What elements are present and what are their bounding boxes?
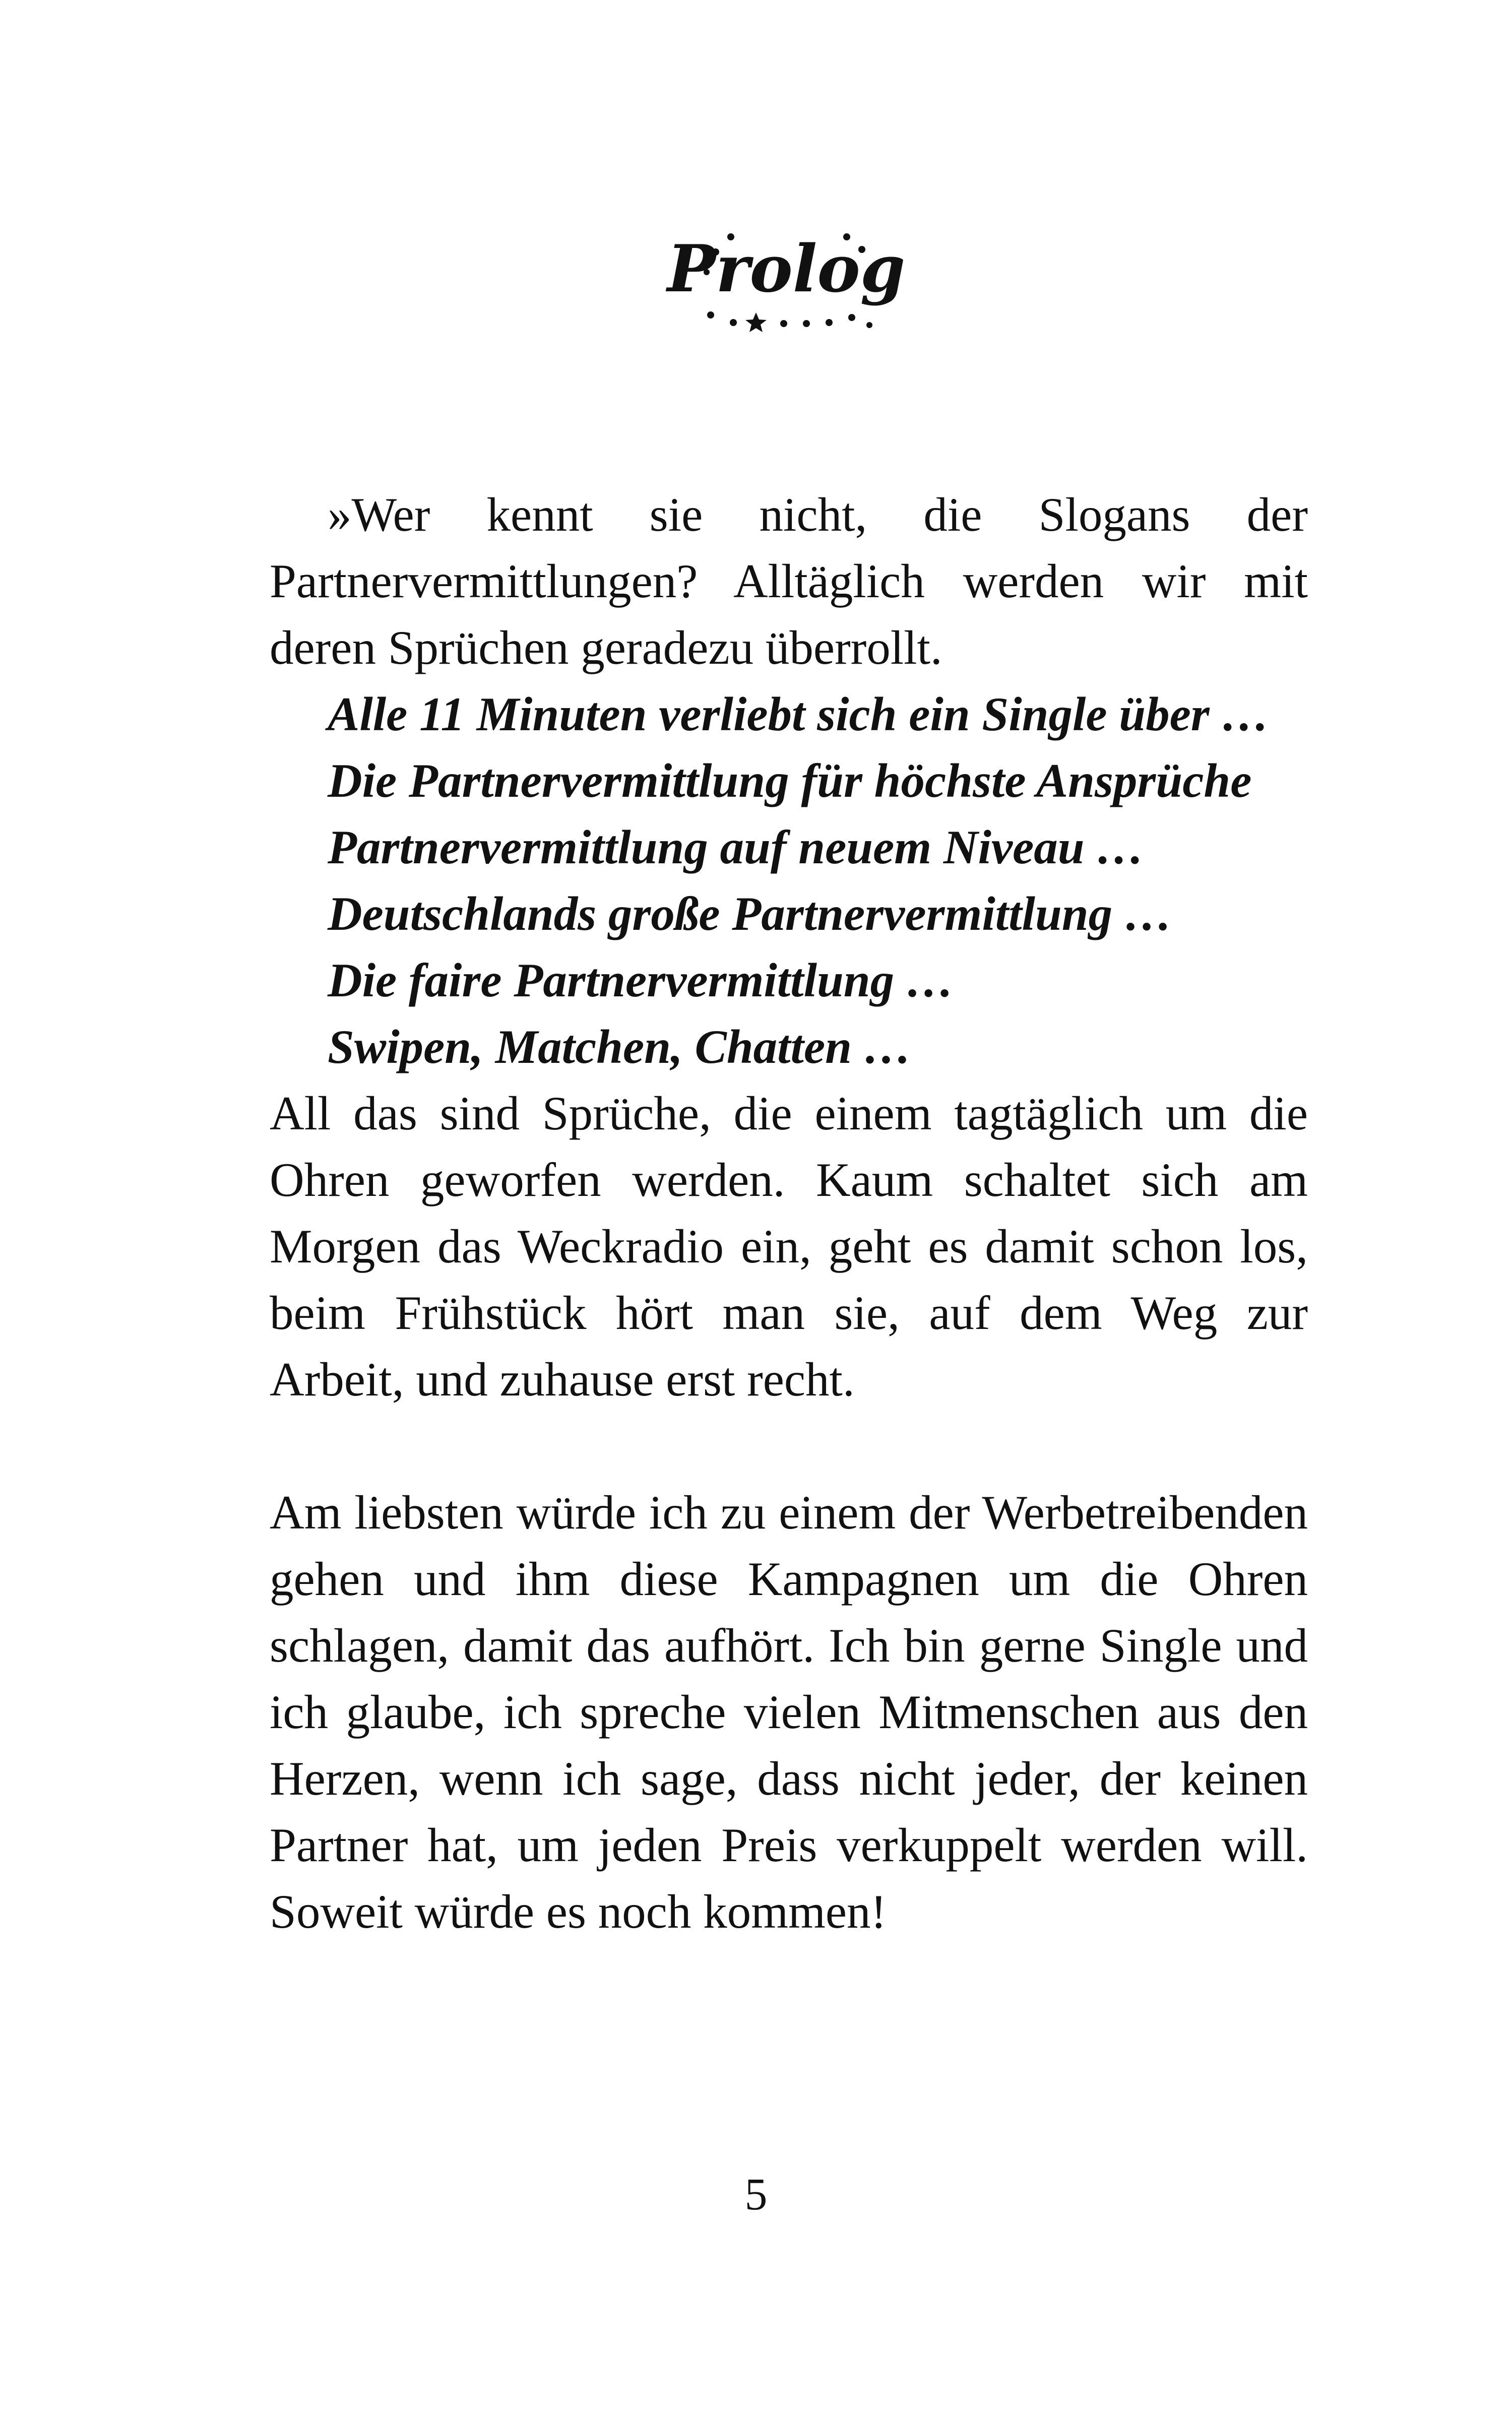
- paragraph-after-slogans: All das sind Sprüche, die einem tagtäglich um die Ohren geworfen werden. Kaum schaltet sich am Morgen das Weckradio ein, geht es damit schon los, beim Frühstück hört man sie, auf dem Weg zur Arbeit, und zuhause erst recht.: [270, 1087, 1308, 1406]
- slogan-line: Die faire Partnervermittlung …: [328, 954, 954, 1007]
- slogan-line: Swipen, Matchen, Chatten …: [328, 1020, 912, 1073]
- body-text: [270, 481, 1308, 1945]
- paragraph-spacer: [270, 1413, 1308, 1479]
- chapter-title-lettering: [667, 217, 906, 333]
- page-number: 5: [744, 2170, 768, 2219]
- paragraph-second: Am liebsten würde ich zu einem der Werbetreibenden gehen und ihm diese Kampagnen um die Ohren schlagen, damit das aufhört. Ich bin gerne Single und ich glaube, ich spreche vielen Mitmenschen aus den Herzen, wenn ich sage, dass nicht jeder, der keinen Partner hat, um jeden Preis verkuppelt werden will. Soweit würde es noch kommen!: [270, 1486, 1308, 1938]
- paragraph-intro: »Wer kennt sie nicht, die Slogans der Partnervermittlungen? Alltäglich werden wir mit deren Sprüchen geradezu überrollt.: [270, 488, 1308, 674]
- svg-text:Prolog: Prolog: [667, 231, 906, 307]
- slogan-line: Die Partnervermittlung für höchste Ansprüche: [328, 754, 1252, 807]
- chapter-title-ornament: [667, 217, 906, 333]
- slogan-line: Deutschlands große Partnervermittlung …: [328, 887, 1172, 940]
- slogan-line: Alle 11 Minuten verliebt sich ein Single über …: [328, 687, 1270, 741]
- slogan-list: [270, 681, 1308, 1080]
- slogan-line: Partnervermittlung auf neuem Niveau …: [328, 820, 1145, 874]
